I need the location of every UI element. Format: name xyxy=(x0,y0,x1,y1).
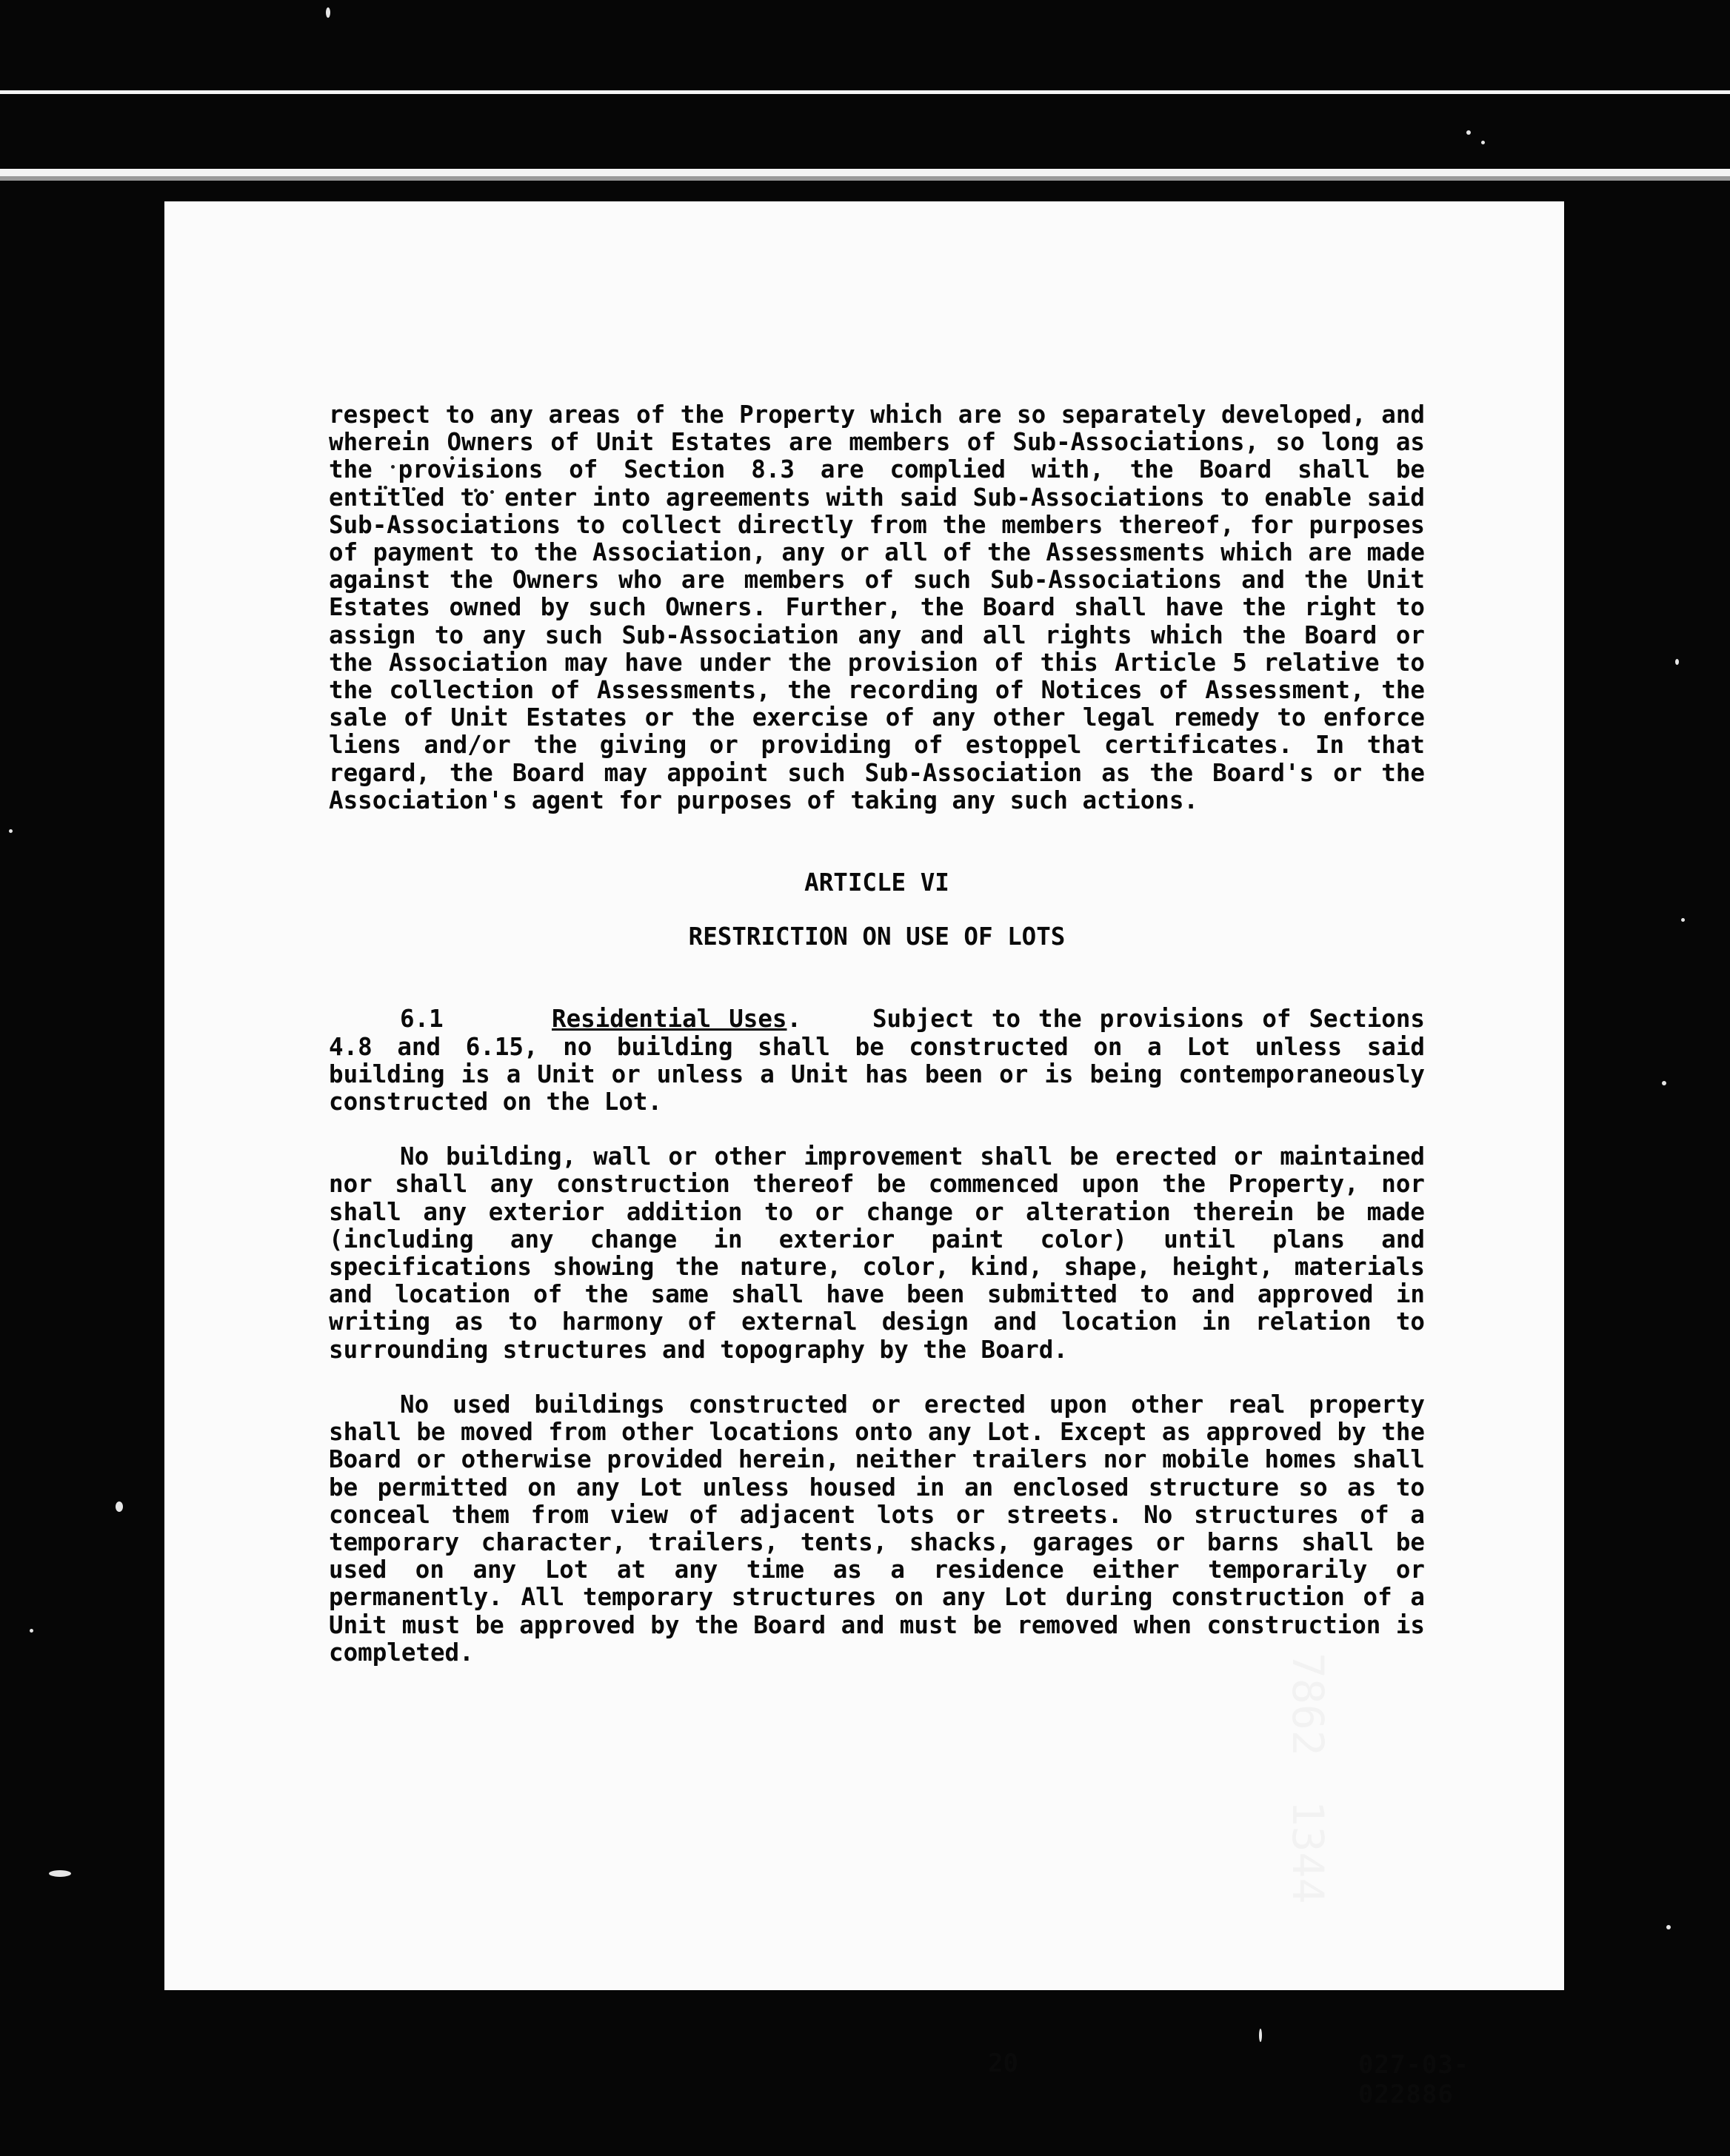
article-title: RESTRICTION ON USE OF LOTS xyxy=(688,923,1066,951)
section-title: Residential Uses xyxy=(552,1005,787,1034)
scan-speck xyxy=(326,7,330,18)
scan-speck xyxy=(1481,141,1485,144)
scan-speck xyxy=(1259,2029,1262,2042)
section-text: Subject to the provisions of Sections 4.8 and 6.15, no building shall be constructed on a Lot unless said building is a Unit or unless a Unit has been or is being contemporaneously constructed on the Lot. xyxy=(329,1005,1425,1116)
scan-speck xyxy=(1666,1925,1671,1929)
section-title-suffix: . xyxy=(786,1005,802,1034)
document-body xyxy=(329,401,1425,1667)
scan-speck xyxy=(30,1629,33,1633)
paragraph-used-buildings: No used buildings constructed or erected upon other real property shall be moved from other locations onto any Lot. Except as approved by the Board or otherwise provided herein, neither trailers nor mobile homes shall be permitted on any Lot unless housed in an enclosed structure so as to conceal them from view of adjacent lots or streets. No structures of a temporary character, trailers, tents, shacks, garages or barns shall be used on any Lot at any time as a residence either temporarily or permanently. All temporary structures on any Lot during construction of a Unit must be approved by the Board and must be removed when construction is completed. xyxy=(329,1390,1425,1667)
scan-band-top xyxy=(0,90,1730,94)
section-number: 6.1 xyxy=(400,1005,444,1034)
scan-speck xyxy=(49,1870,71,1877)
recording-page: 1344 xyxy=(1283,1800,1333,1904)
article-heading: ARTICLE VI xyxy=(804,868,949,897)
scan-speck xyxy=(1675,659,1679,665)
continuation-paragraph: respect to any areas of the Property which are so separately developed, and wherein Owners of Unit Estates are members of Sub-Associations, so long as the provisions of Section 8.3 are complied with, the Board shall be entitled to enter into agreements with said Sub-Associations to enable said Sub-Associations to collect directly from the members thereof, for purposes of payment to the Association, any or all of the Assessments which are made against the Owners who are members of such Sub-Associations and the Unit Estates owned by such Owners. Further, the Board shall have the right to assign to any such Sub-Association any and all rights which the Board or the Association may have under the provision of this Article 5 relative to the collection of Assessments, the recording of Notices of Assessment, the sale of Unit Estates or the exercise of any other legal remedy to enforce liens and/or the giving or providing of estoppel certificates. In that regard, the Board may appoint such Sub-Association as the Board's or the Association's agent for purposes of taking any such actions. xyxy=(329,401,1425,814)
page-number: 20 xyxy=(988,2049,1018,2078)
recording-stamp xyxy=(1266,1653,1333,2112)
scan-speck xyxy=(1466,130,1471,135)
scan-speck xyxy=(116,1502,123,1512)
scan-speck xyxy=(1662,1081,1666,1085)
recording-book: 7862 xyxy=(1283,1653,1333,1756)
document-code: 027-03-022886 xyxy=(1358,2050,1470,2109)
scan-band-faint xyxy=(0,176,1730,181)
document-page xyxy=(164,201,1564,2109)
scan-speck xyxy=(9,829,13,833)
section-6-1 xyxy=(329,1005,1425,1116)
paragraph-building-approval: No building, wall or other improvement shall be erected or maintained nor shall any construction thereof be commenced upon the Property, nor shall any exterior addition to or change or alteration therein be made (including any change in exterior paint color) until plans and specifications showing the nature, color, kind, shape, height, materials and location of the same shall have been submitted to and approved in writing as to harmony of external design and location in relation to surrounding structures and topography by the Board. xyxy=(329,1142,1425,1364)
scan-speck xyxy=(1681,918,1685,922)
